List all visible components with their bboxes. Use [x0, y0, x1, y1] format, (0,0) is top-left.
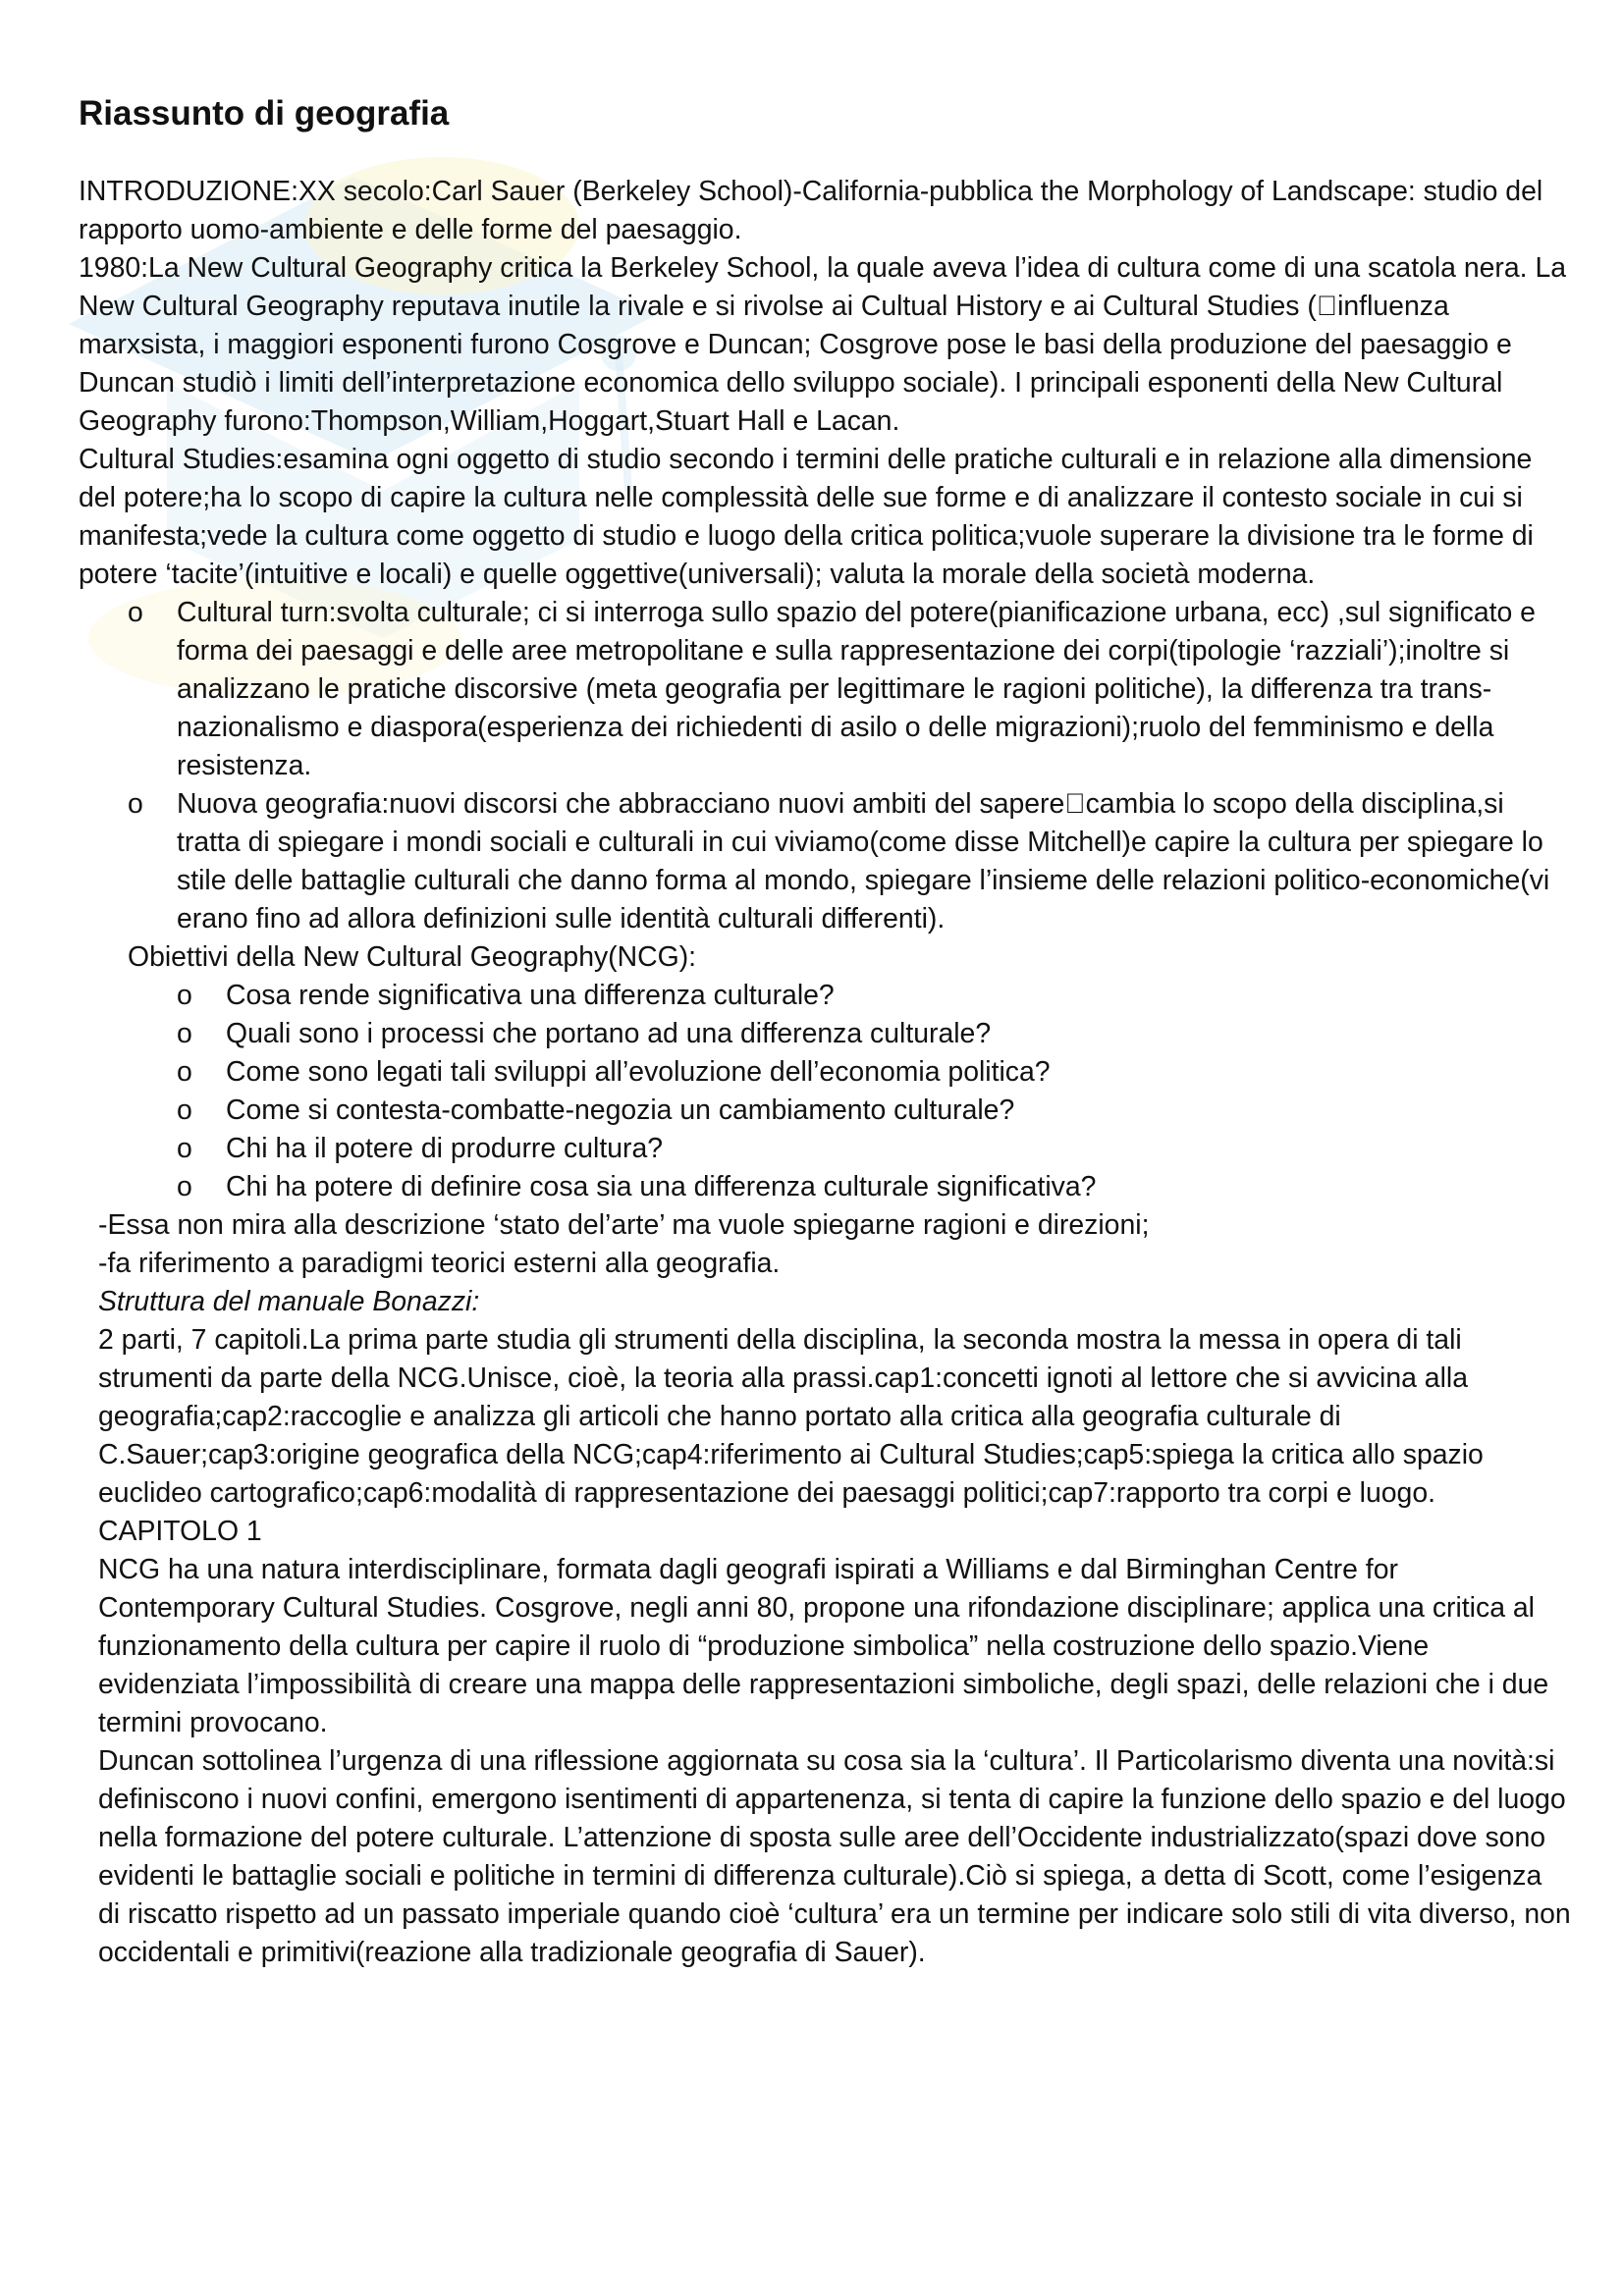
- paragraph-1980: 1980:La New Cultural Geography critica la Berkeley School, la quale aveva l’idea di cultura come di una scatola nera. La New Cultural Geography reputava inutile la rivale e si rivolse ai Cultual History e ai Cultural Studies ( influenza marxsista, i maggiori esponenti furono Cosgrove e Duncan; Cosgrove pose le basi della produzione del paesaggio e Duncan studiò i limiti dell’interpretazione economica dello sviluppo sociale). I principali esponenti della New Cultural Geography furono:Thompson,William,Hoggart,Stuart Hall e Lacan.: [79, 252, 1571, 437]
- list-item: [79, 1130, 1571, 1168]
- cultural-studies-paragraph: Cultural Studies:esamina ogni oggetto di studio secondo i termini delle pratiche culturali e in relazione alla dimensione del potere;ha lo scopo di capire la cultura nelle complessità delle sue forme e di analizzare il contesto sociale in cui si manifesta;vede la cultura come oggetto di studio e luogo della critica politica;vuole superare la divisione tra le forme di potere ‘tacite’(intuitive e locali) e quelle oggettive(universali); valuta la morale della società moderna.: [79, 444, 1534, 590]
- list-item-text: Cultural turn:svolta culturale; ci si interroga sullo spazio del potere(pianificazione urbana, ecc) ,sul significato e forma dei paesaggi e delle aree metropolitane e sulla rappresentazione dei corpi(tipologie ‘razziali’);inoltre si analizzano le pratiche discorsive (meta geografia per legittimare le ragioni politiche), la differenza tra trans-nazionalismo e diaspora(esperienza dei richiedenti di asilo o delle migrazioni);ruolo del femminismo e della resistenza.: [177, 597, 1536, 781]
- bullet-marker: o: [177, 1095, 192, 1126]
- list-item: [79, 1092, 1571, 1130]
- list-item-text: Come si contesta-combatte-negozia un cambiamento culturale?: [226, 1095, 1015, 1126]
- bullet-marker: o: [128, 788, 143, 820]
- bullet-list-level1: [79, 594, 1571, 938]
- bullet-marker: o: [177, 1018, 192, 1049]
- list-item-text: Quali sono i processi che portano ad una differenza culturale?: [226, 1018, 992, 1049]
- bullet-marker: o: [128, 597, 143, 628]
- structure-heading: Struttura del manuale Bonazzi:: [98, 1286, 480, 1317]
- intro-paragraph: INTRODUZIONE:XX secolo:Carl Sauer (Berkeley School)-California-pubblica the Morphology of Landscape: studio del rapporto uomo-ambiente e delle forme del paesaggio.: [79, 176, 1543, 245]
- list-item: [79, 785, 1571, 938]
- list-item-text: Chi ha il potere di produrre cultura?: [226, 1133, 664, 1164]
- bullet-marker: o: [177, 980, 192, 1011]
- list-item: [79, 1053, 1571, 1092]
- structure-paragraph: 2 parti, 7 capitoli.La prima parte studia gli strumenti della disciplina, la seconda mostra la messa in opera di tali strumenti da parte della NCG.Unisce, cioè, la teoria alla prassi.cap1:concetti ignoti al lettore che si avvicina alla geografia;cap2:raccoglie e analizza gli articoli che hanno portato alla critica alla geografia culturale di C.Sauer;cap3:origine geografica della NCG;cap4:riferimento ai Cultural Studies;cap5:spiega la critica allo spazio euclideo cartografico;cap6:modalità di rappresentazione dei paesaggi politici;cap7:rapporto tra corpi e luogo.: [98, 1324, 1484, 1509]
- chapter-paragraph-2: Duncan sottolinea l’urgenza di una riflessione aggiornata su cosa sia la ‘cultura’. Il Particolarismo diventa una novità:si definiscono i nuovi confini, emergono isentimenti di appartenenza, si tenta di capire la funzione dello spazio e del luogo nella formazione del potere culturale. L’attenzione di sposta sulle aree dell’Occidente industrializzato(spazi dove sono evidenti le battaglie sociali e politiche in termini di differenza culturale).Ciò si spiega, a detta di Scott, come l’esigenza di riscatto rispetto ad un passato imperiale quando cioè ‘cultura’ era un termine per indicare solo stili di vita diverso, non occidentali e primitivi(reazione alla tradizionale geografia di Sauer).: [98, 1745, 1571, 1968]
- chapter-paragraph-1: NCG ha una natura interdisciplinare, formata dagli geografi ispirati a Williams e dal Birminghan Centre for Contemporary Cultural Studies. Cosgrove, negli anni 80, propone una rifondazione disciplinare; applica una critica al funzionamento della cultura per capire il ruolo di “produzione simbolica” nella costruzione dello spazio.Viene evidenziata l’impossibilità di creare una mappa delle rappresentazioni simboliche, degli spazi, delle relazioni che i due termini provocano.: [98, 1554, 1549, 1738]
- objectives-heading: Obiettivi della New Cultural Geography(NCG):: [128, 941, 697, 973]
- list-item: [79, 1015, 1571, 1053]
- list-item-text: Come sono legati tali sviluppi all’evoluzione dell’economia politica?: [226, 1056, 1051, 1088]
- chapter-heading: CAPITOLO 1: [98, 1516, 262, 1547]
- bullet-marker: o: [177, 1133, 192, 1164]
- objectives-list: [79, 977, 1571, 1206]
- dash-line: -Essa non mira alla descrizione ‘stato del’arte’ ma vuole spiegarne ragioni e direzioni;: [98, 1209, 1150, 1241]
- list-item-text: Cosa rende significativa una differenza culturale?: [226, 980, 835, 1011]
- list-item: [79, 1168, 1571, 1206]
- document-body: [79, 94, 1571, 1972]
- list-item-text: Chi ha potere di definire cosa sia una differenza culturale significativa?: [226, 1171, 1097, 1202]
- list-item: [79, 594, 1571, 785]
- dash-line: -fa riferimento a paradigmi teorici esterni alla geografia.: [98, 1248, 781, 1279]
- bullet-marker: o: [177, 1056, 192, 1088]
- document-title: Riassunto di geografia: [79, 94, 450, 133]
- list-item-text: Nuova geografia:nuovi discorsi che abbracciano nuovi ambiti del sapere cambia lo scopo della disciplina,si tratta di spiegare i mondi sociali e culturali in cui viviamo(come disse Mitchell)e capire la cultura per spiegare lo stile delle battaglie culturali che danno forma al mondo, spiegare l’insieme delle relazioni politico-economiche(vi erano fino ad allora definizioni sulle identità culturali differenti).: [177, 788, 1562, 934]
- list-item: [79, 977, 1571, 1015]
- bullet-marker: o: [177, 1171, 192, 1202]
